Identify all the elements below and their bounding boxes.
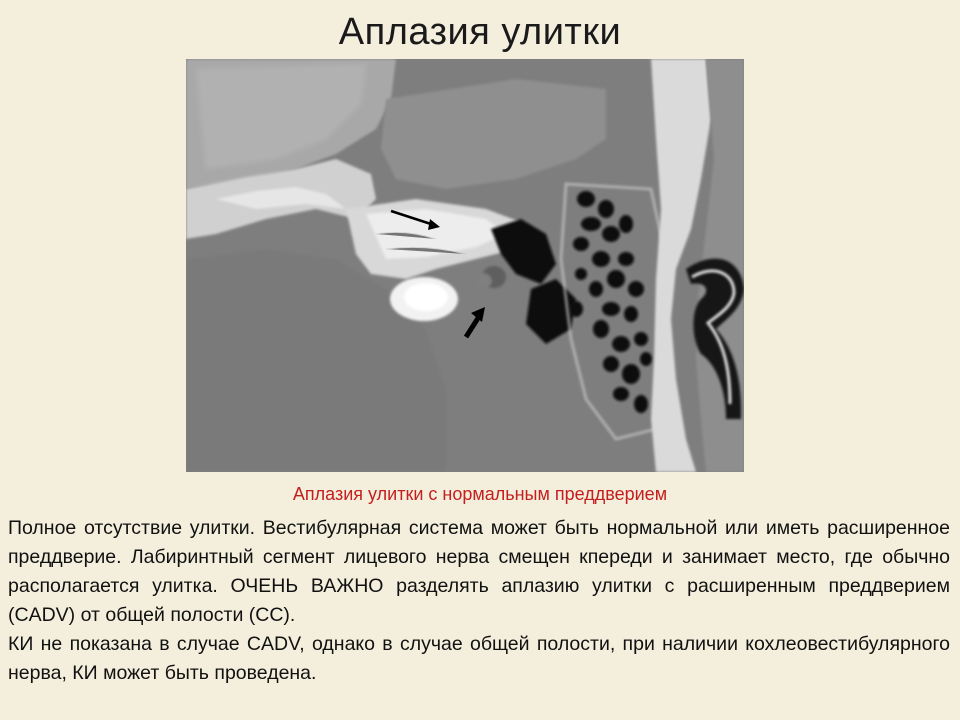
paragraph-1: Полное отсутствие улитки. Вестибулярная система может быть нормальной или иметь расширенное преддверие. Лабиринтный сегмент лицевого нерва смещен кпереди и занимает место, где обычно располагается улитка. ОЧЕНЬ ВАЖНО разделять аплазию улитки с расширенным преддверием (CADV) от общей полости (CC). bbox=[8, 517, 950, 626]
slide-title: Аплазия улитки bbox=[338, 11, 622, 53]
figure-caption: Аплазия улитки с нормальным преддверием bbox=[292, 484, 668, 504]
paragraph-2: КИ не показана в случае CADV, однако в случае общей полости, при наличии кохлеовестибулярного нерва, КИ может быть проведена. bbox=[8, 633, 950, 684]
ct-scan-image bbox=[186, 59, 744, 472]
body-text bbox=[8, 514, 950, 688]
